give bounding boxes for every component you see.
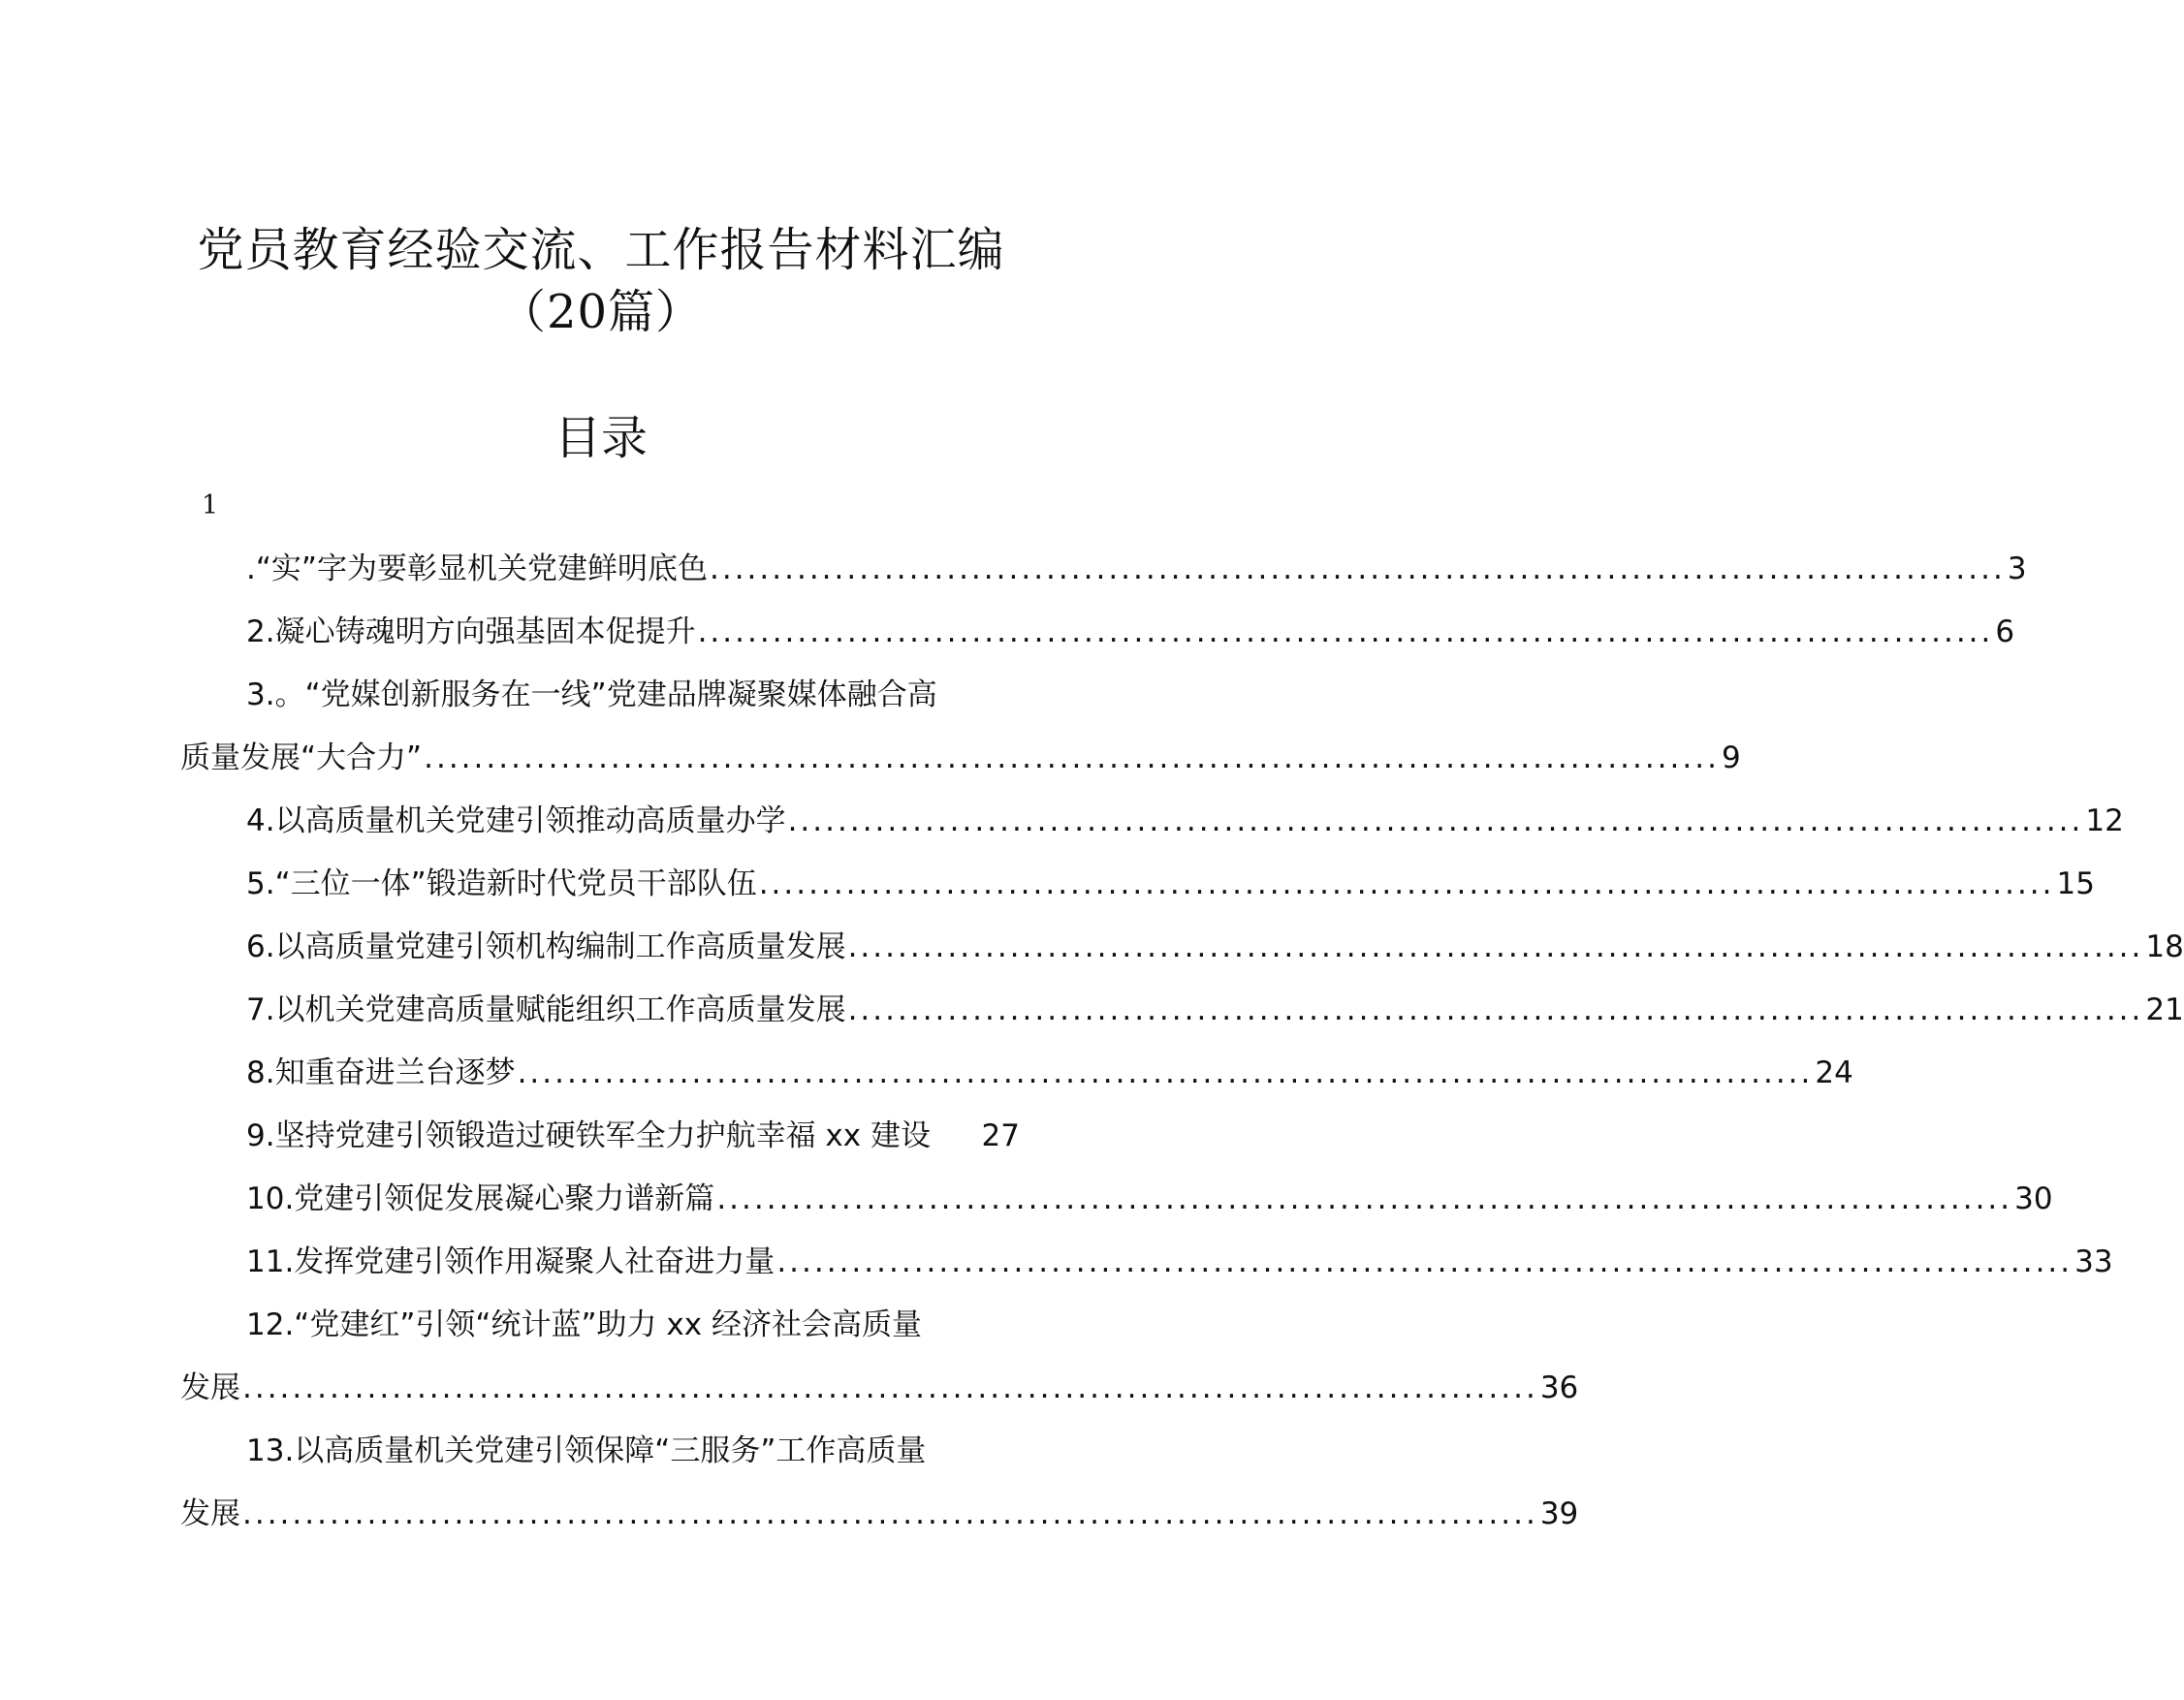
- toc-entry-page: 12: [2085, 803, 2124, 838]
- toc-entry-1[interactable]: [180, 538, 2027, 601]
- toc-entry-3[interactable]: [180, 664, 1020, 727]
- toc-leader-dots: ........................................................................................................: [716, 1181, 2013, 1216]
- document-subtitle: [0, 283, 1202, 341]
- toc-entry-page: 18: [2145, 929, 2184, 964]
- toc-entry-11[interactable]: [180, 1231, 2113, 1294]
- toc-entry-page: 30: [2014, 1181, 2053, 1216]
- toc-heading: 目录: [554, 411, 648, 465]
- toc-entry-title: .“实”字为要彰显机关党建鲜明底色: [246, 551, 708, 586]
- toc-entry-title: 8.知重奋进兰台逐梦: [246, 1055, 516, 1090]
- toc-leader-dots: ........................................................................................................: [709, 551, 2006, 586]
- toc-entry-page: 9: [1721, 740, 1741, 775]
- toc-entry-5[interactable]: [180, 853, 2095, 916]
- toc-entry-page: 3: [2007, 551, 2027, 586]
- toc-leader-dots: ........................................................................................................: [242, 1496, 1538, 1531]
- toc-entry-title: 11.发挥党建引领作用凝聚人社奋进力量: [246, 1244, 775, 1279]
- toc-leader-dots: ........................................................................................................: [697, 614, 1994, 649]
- toc-leader-dots: ........................................................................................................: [517, 1055, 1814, 1090]
- toc-entry-page: 15: [2056, 866, 2095, 901]
- toc-leader-dots: ........................................................................................................: [847, 992, 2144, 1027]
- toc-entry-title-continued: 质量发展“大合力”: [180, 740, 423, 775]
- stray-number: 1: [202, 490, 219, 520]
- subtitle-count: 20: [546, 285, 609, 339]
- toc-entry-title: 6.以高质量党建引领机构编制工作高质量发展: [246, 929, 846, 964]
- toc-entry-page: 24: [1815, 1055, 1853, 1090]
- toc-entry-title: 5.“三位一体”锻造新时代党员干部队伍: [246, 866, 757, 901]
- toc-entry-title: 7.以机关党建高质量赋能组织工作高质量发展: [246, 992, 846, 1027]
- toc-entry-page: 21: [2145, 992, 2184, 1027]
- toc-entry-page: 6: [1995, 614, 2015, 649]
- toc-entry-3-continued[interactable]: [180, 727, 1741, 790]
- toc-leader-dots: ........................................................................................................: [847, 929, 2144, 964]
- toc-entry-title: 9.坚持党建引领锻造过硬铁军全力护航幸福 xx 建设: [246, 1118, 931, 1153]
- document-title: 党员教育经验交流、工作报告材料汇编: [197, 223, 1005, 277]
- toc-entry-page: 36: [1539, 1370, 1579, 1405]
- toc-entry-6[interactable]: [180, 916, 2184, 979]
- toc-entry-13-continued[interactable]: [180, 1483, 1579, 1546]
- toc-leader-dots: ........................................................................................................: [776, 1244, 2073, 1279]
- toc-entry-title: 4.以高质量机关党建引领推动高质量办学: [246, 803, 786, 838]
- toc-entry-8[interactable]: [180, 1042, 1853, 1105]
- toc-entry-title: 3.。“党媒创新服务在一线”党建品牌凝聚媒体融合高: [246, 677, 937, 712]
- toc-entry-title-continued: 发展: [180, 1496, 240, 1531]
- toc-entry-page: 27: [981, 1118, 1020, 1153]
- toc-entry-10[interactable]: [180, 1168, 2053, 1231]
- toc-entry-title: 12.“党建红”引领“统计蓝”助力 xx 经济社会高质量: [246, 1307, 922, 1342]
- toc-entry-page: 39: [1539, 1496, 1579, 1531]
- toc-leader-dots: ........................................................................................................: [424, 740, 1720, 775]
- subtitle-open-paren: （: [498, 285, 547, 339]
- subtitle-rest: 篇）: [608, 285, 704, 339]
- toc-entry-4[interactable]: [180, 790, 2124, 853]
- toc-entry-2[interactable]: [180, 601, 2015, 664]
- toc-leader-dots: ........................................................................................................: [758, 866, 2055, 901]
- toc-entry-12[interactable]: [180, 1294, 1020, 1357]
- toc-entry-title: 10.党建引领促发展凝心聚力谱新篇: [246, 1181, 715, 1216]
- toc-leader-dots: ........................................................................................................: [787, 803, 2084, 838]
- toc-entry-9[interactable]: [180, 1105, 1020, 1168]
- toc-entry-13[interactable]: [180, 1420, 1020, 1483]
- toc-entry-title: 13.以高质量机关党建引领保障“三服务”工作高质量: [246, 1433, 927, 1468]
- toc-entry-7[interactable]: [180, 979, 2184, 1042]
- toc-entry-title: 2.凝心铸魂明方向强基固本促提升: [246, 614, 696, 649]
- toc-entry-12-continued[interactable]: [180, 1357, 1579, 1420]
- table-of-contents: [180, 538, 2184, 1546]
- toc-entry-page: 33: [2074, 1244, 2113, 1279]
- toc-entry-title-continued: 发展: [180, 1370, 240, 1405]
- toc-leader-dots: ........................................................................................................: [242, 1370, 1538, 1405]
